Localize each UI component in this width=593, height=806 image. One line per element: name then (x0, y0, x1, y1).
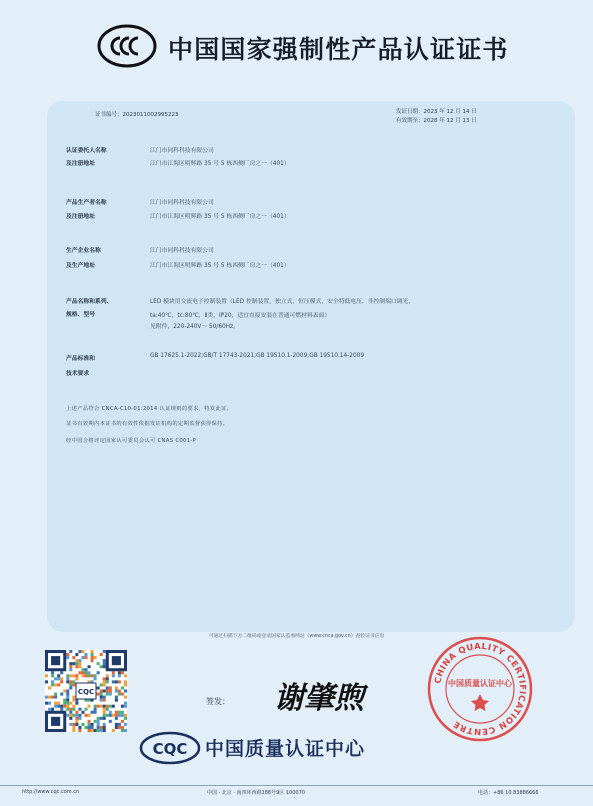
cqc-logo-icon (139, 731, 201, 765)
manufacturer-name: 江门市同科科技有限公司 (150, 200, 214, 206)
svg-text:CQC: CQC (77, 688, 95, 696)
issue-date-label: 发证日期： (396, 109, 424, 115)
footer-address: 中国 · 北京 · 南四环西路188号9区 100070 (207, 790, 305, 796)
factory-address-label: 及生产地址 (66, 263, 95, 269)
note-line3: 经中国合格评定国家认可委员会认可 CNAS C001-P (66, 438, 197, 444)
note-line2: 证书有效期内本证书的有效性依据发证机构的定期监督获得保持。 (66, 421, 229, 427)
standard-label-line2: 技术要求 (66, 371, 90, 377)
applicant-label: 认证委托人名称 (66, 148, 107, 154)
note-line1: 上述产品符合 CNCA-C10-01:2014 认证规则的要求，特发此证。 (66, 406, 233, 412)
product-label-line2: 规格、型号 (66, 312, 95, 318)
signature-image (260, 674, 378, 718)
factory-address: 江门市江海区明辉路 35 号 5 栋西侧厂房之一（401） (150, 263, 290, 269)
expiry-date-label: 有效期至： (396, 118, 424, 124)
product-label-line1: 产品名称和系列、 (66, 299, 113, 305)
svg-text:CHINA QUALITY CERTIFICATION CE: CHINA QUALITY CERTIFICATION CENTRE (433, 641, 528, 737)
footer-phone: 电话：+86 10 83886666 (478, 790, 539, 796)
manufacturer-address: 江门市江海区明辉路 35 号 5 栋西侧厂房之一（401） (150, 214, 290, 220)
ccc-logo-icon (97, 24, 157, 68)
svg-text:谢肇煦: 谢肇煦 (274, 681, 364, 716)
signature-label: 签发： (206, 697, 230, 706)
standard-value: GB 17625.1-2022;GB/T 17743-2021;GB 19510.1-2009;GB 19510.14-2009 (150, 353, 365, 359)
qr-code-icon[interactable] (45, 650, 127, 732)
footer-divider (0, 785, 593, 786)
applicant-address-label: 及注册地址 (66, 161, 95, 167)
certification-seal-icon (427, 636, 533, 742)
manufacturer-address-label: 及注册地址 (66, 214, 95, 220)
expiry-date (396, 117, 477, 126)
svg-text:中国质量认证中心: 中国质量认证中心 (448, 679, 512, 688)
certificate-number-value: 2023011002995223 (122, 112, 179, 118)
certificate-number (95, 110, 179, 118)
certificate-number-label: 证书编号： (95, 112, 123, 118)
expiry-date-value: 2028 年 12 月 13 日 (423, 118, 477, 124)
standard-label-line1: 产品标准和 (66, 356, 95, 362)
verification-text: 可通过扫描下方二维码或登录国家认监委网站（www.cnca.gov.cn）查验证书信息 (208, 634, 385, 639)
issue-date-value: 2023 年 12 月 14 日 (423, 109, 477, 115)
svg-text:CQC: CQC (152, 740, 188, 758)
certificate-panel (47, 101, 575, 632)
product-description-line1: LED 模块用交流电子控制装置（LED 控制装置，独立式，恒压模式，安全特低电压，非控制端口调光， (150, 299, 415, 305)
factory-label: 生产企业名称 (66, 248, 101, 254)
certificate-dates (396, 108, 477, 126)
manufacturer-label: 产品生产者名称 (66, 200, 107, 206)
product-description-line2: ta:40℃，tc:80℃，Ⅱ类，IP20，适宜直接安装在普通可燃材料表面） (150, 313, 331, 319)
product-description-line3: 见附件，220-240V～ 50/60Hz。 (150, 324, 239, 330)
issue-date (396, 108, 477, 117)
footer-website[interactable]: http://www.cqc.com.cn (22, 789, 80, 795)
factory-name: 江门市同科科技有限公司 (150, 248, 214, 254)
applicant-address: 江门市江海区明辉路 35 号 5 栋西侧厂房之一（401） (150, 161, 290, 167)
applicant-name: 江门市同科科技有限公司 (150, 148, 214, 154)
certificate-title: 中国国家强制性产品认证证书 (168, 35, 509, 64)
issuer-name: 中国质量认证中心 (205, 738, 366, 760)
